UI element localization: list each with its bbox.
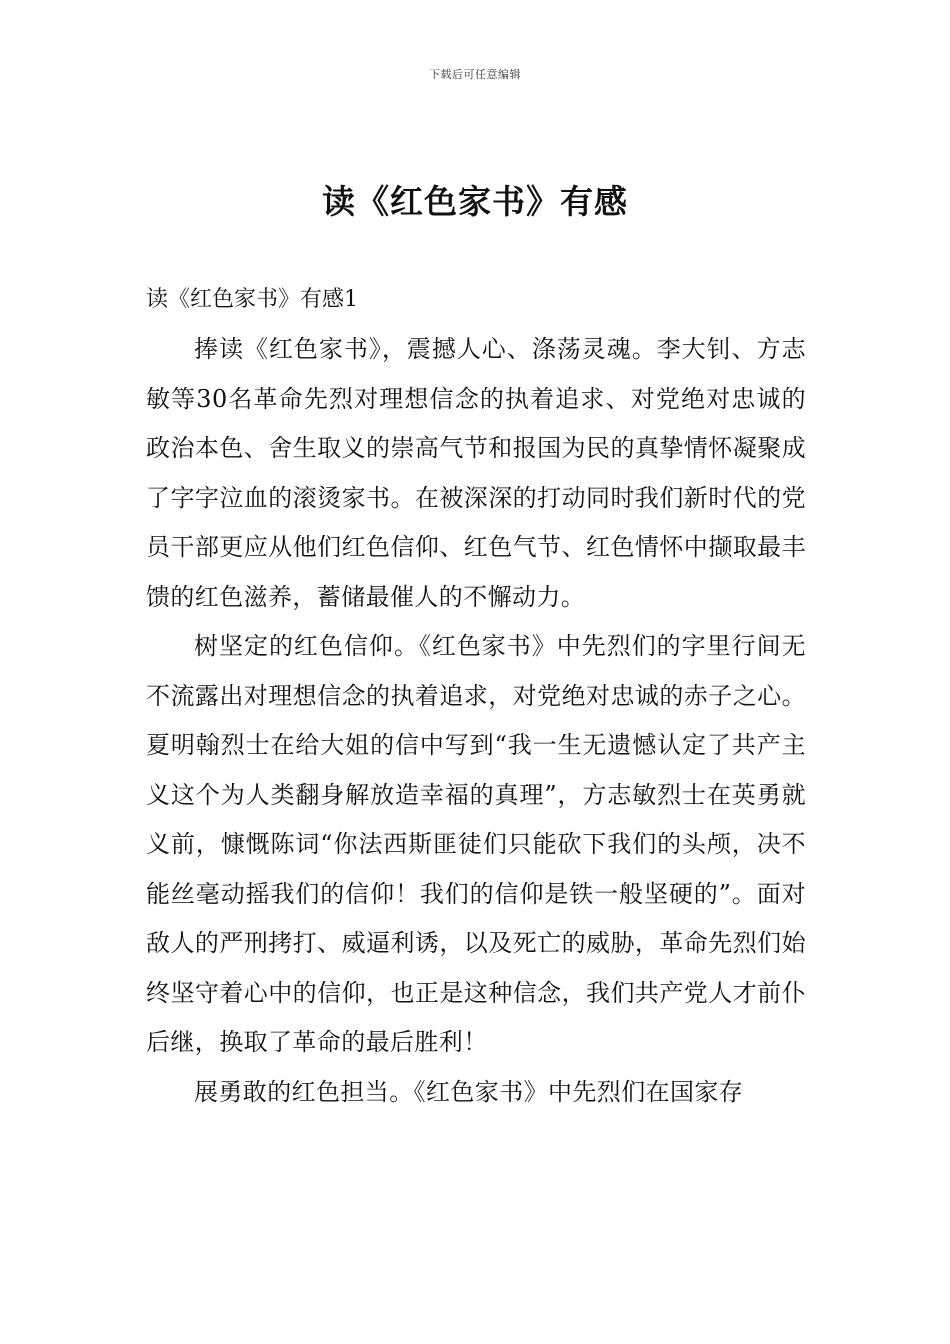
section-heading: 读《红色家书》有感1: [146, 287, 358, 312]
paragraph-red-responsibility: 展勇敢的红色担当。《红色家书》中先烈们在国家存: [194, 1077, 744, 1106]
header-note: 下载后可任意编辑: [429, 68, 521, 81]
paragraph-red-faith: 树坚定的红色信仰。《红色家书》中先烈们的字里行间无不流露出对理想信念的执着追求，对党绝对忠诚的赤子之心。夏明翰烈士在给大姐的信中写到“我一生无遗憾认定了共产主义这个为人类翻身解放造幸福的真理”，方志敏烈士在英勇就义前，慷慨陈词“你法西斯匪徒们只能砍下我们的头颅，决不能丝毫动摇我们的信仰！我们的信仰是铁一般坚硬的”。面对敌人的严刑拷打、威逼利诱，以及死亡的威胁，革命先烈们始终坚守着心中的信仰，也正是这种信念，我们共产党人才前仆后继，换取了革命的最后胜利！: [146, 632, 806, 1056]
paragraph-intro: 捧读《红色家书》，震撼人心、涤荡灵魂。李大钊、方志敏等30名革命先烈对理想信念的执着追求、对党绝对忠诚的政治本色、舍生取义的崇高气节和报国为民的真挚情怀凝聚成了字字泣血的滚烫家书。在被深深的打动同时我们新时代的党员干部更应从他们红色信仰、红色气节、红色情怀中撷取最丰馈的红色滋养，蓄储最催人的不懈动力。: [146, 335, 806, 611]
document-title: 读《红色家书》有感: [322, 182, 628, 221]
document-body: [146, 325, 806, 1117]
